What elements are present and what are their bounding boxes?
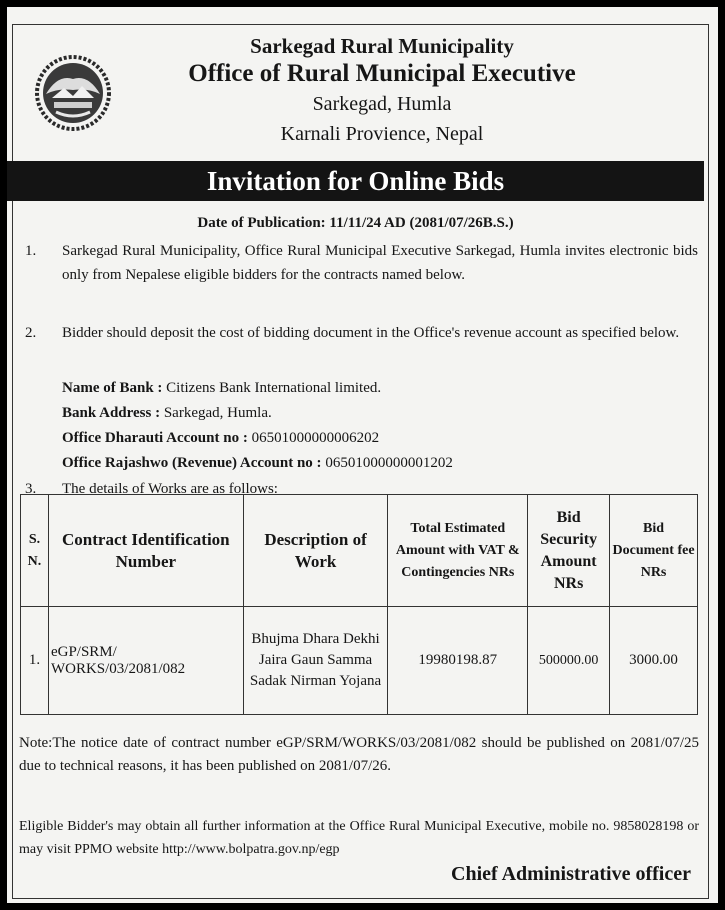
bank-name-label: Name of Bank : — [62, 380, 163, 396]
office-name: Office of Rural Municipal Executive — [188, 60, 576, 87]
col-header-document-fee: Bid Document fee NRs — [610, 495, 698, 607]
item-text: Bidder should deposit the cost of bidding document in the Office's revenue account as specified below. — [62, 325, 680, 341]
cell-sn: 1. — [21, 607, 49, 715]
col-header-bid-security: Bid Security Amount NRs — [528, 495, 610, 607]
publication-date: Date of Publication: 11/11/24 AD (2081/07/26B.S.) — [197, 215, 514, 231]
item-text: The details of Works are as follows: — [62, 481, 278, 497]
col-header-description: Description of Work — [243, 495, 388, 607]
cell-document-fee: 3000.00 — [610, 607, 698, 715]
signatory-title: Chief Administrative officer — [451, 863, 691, 885]
further-info: Eligible Bidder's may obtain all further information at the Office Rural Municipal Executive, mobile no. 9858028198 or may visit PPMO website http://www.bolpatra.gov.np/egp — [19, 819, 699, 857]
cell-bid-security: 500000.00 — [528, 607, 610, 715]
col-header-sn: S. N. — [21, 495, 49, 607]
dharauti-account-line — [62, 426, 379, 450]
works-table — [20, 494, 698, 715]
table-row — [21, 607, 698, 715]
rajashwo-account-label: Office Rajashwo (Revenue) Account no : — [62, 455, 322, 471]
address-line-1: Sarkegad, Humla — [312, 93, 452, 115]
col-header-estimated-amount: Total Estimated Amount with VAT & Contingencies NRs — [388, 495, 528, 607]
item-text: Sarkegad Rural Municipality, Office Rural Municipal Executive Sarkegad, Humla invites electronic bids only from Nepalese eligible bidders for the contracts named below. — [62, 243, 698, 283]
table-header-row — [21, 495, 698, 607]
address-line-2: Karnali Provience, Nepal — [280, 123, 484, 145]
item-number: 3. — [25, 481, 37, 497]
bank-address-value: Sarkegad, Humla. — [163, 405, 272, 421]
notice-page — [7, 7, 718, 903]
dharauti-account-label: Office Dharauti Account no : — [62, 430, 248, 446]
rajashwo-account-line — [62, 451, 453, 475]
technical-note: Note:The notice date of contract number eGP/SRM/WORKS/03/2081/082 should be published on 2081/07/25 due to technical reasons, it has been published on 2081/07/26. — [19, 735, 699, 774]
bank-name-line — [62, 376, 381, 400]
item-number: 1. — [25, 243, 37, 259]
dharauti-account-value: 06501000000006202 — [251, 430, 380, 446]
cell-estimated-amount: 19980198.87 — [388, 607, 528, 715]
cell-contract-id: eGP/SRM/ WORKS/03/2081/082 — [48, 607, 243, 715]
municipality-name: Sarkegad Rural Municipality — [250, 34, 514, 58]
item-number: 2. — [25, 325, 37, 341]
bank-address-label: Bank Address : — [62, 405, 161, 421]
rajashwo-account-value: 06501000000001202 — [325, 455, 453, 471]
col-header-contract-id: Contract Identification Number — [48, 495, 243, 607]
letterhead — [117, 33, 647, 149]
cell-description: Bhujma Dhara Dekhi Jaira Gaun Samma Sadak Nirman Yojana — [243, 607, 388, 715]
bank-name-value: Citizens Bank International limited. — [166, 380, 382, 396]
bank-address-line — [62, 401, 272, 425]
notice-title-banner: Invitation for Online Bids — [7, 161, 704, 201]
nepal-emblem-icon — [34, 54, 112, 132]
